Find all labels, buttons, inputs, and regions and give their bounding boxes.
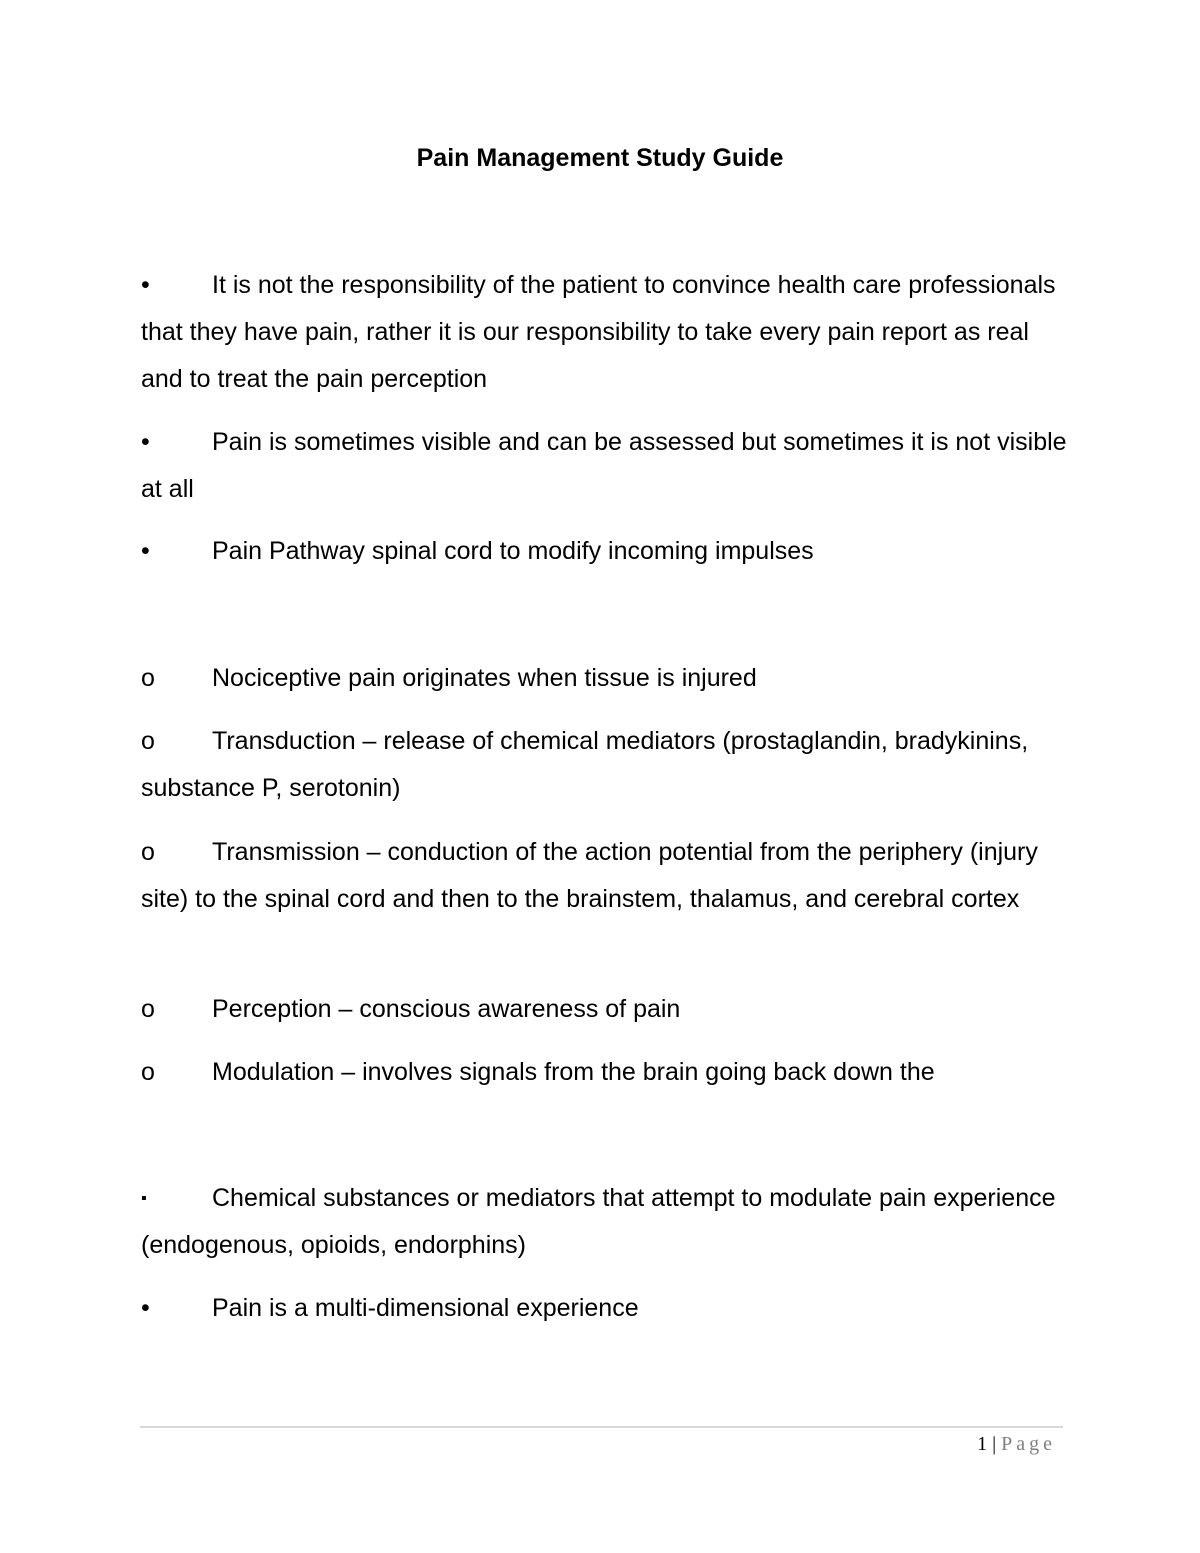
sub-bullet-marker: o <box>141 838 155 866</box>
page-word: Page <box>1001 1433 1056 1455</box>
list-item-text: It is not the responsibility of the patient to convince health care professionals that they have pain, rather it is our responsibility to take every pain report as real and to treat the pain perception <box>141 271 1056 393</box>
bullet-marker: • <box>141 1294 150 1322</box>
list-item <box>141 419 1071 513</box>
sub-bullet-marker: o <box>141 1058 155 1086</box>
footer-divider <box>140 1426 1063 1428</box>
list-item-text: Chemical substances or mediators that attempt to modulate pain experience (endogenous, opioids, endorphins) <box>141 1184 1056 1259</box>
list-item-text: Transmission – conduction of the action potential from the periphery (injury site) to the spinal cord and then to the brainstem, thalamus, and cerebral cortex <box>141 838 1038 913</box>
square-bullet-marker: ▪ <box>141 1190 147 1207</box>
list-item-text: Pain is a multi-dimensional experience <box>212 1294 639 1322</box>
list-item <box>141 986 1071 1033</box>
sub-bullet-marker: o <box>141 727 155 755</box>
bullet-marker: • <box>141 537 150 565</box>
list-item-text: Nociceptive pain originates when tissue is injured <box>212 664 757 692</box>
sub-bullet-marker: o <box>141 664 155 692</box>
page-footer <box>140 1430 1056 1458</box>
sub-bullet-marker: o <box>141 995 155 1023</box>
list-item <box>141 1175 1071 1269</box>
list-item <box>141 829 1071 923</box>
bullet-marker: • <box>141 428 150 456</box>
bullet-marker: • <box>141 271 150 299</box>
footer-separator: | <box>992 1433 997 1455</box>
list-item-text: Pain Pathway spinal cord to modify incoming impulses <box>212 537 814 565</box>
list-item <box>141 718 1071 812</box>
list-item-text: Modulation – involves signals from the brain going back down the <box>212 1058 935 1086</box>
list-item-text: Perception – conscious awareness of pain <box>212 995 681 1023</box>
list-item-text: Pain is sometimes visible and can be assessed but sometimes it is not visible at all <box>141 428 1067 503</box>
list-item <box>141 262 1071 403</box>
list-item-text: Transduction – release of chemical mediators (prostaglandin, bradykinins, substance P, serotonin) <box>141 727 1029 802</box>
list-item <box>141 655 1071 702</box>
page-number: 1 <box>977 1433 988 1455</box>
list-item <box>141 1049 1071 1096</box>
list-item <box>141 528 1071 575</box>
list-item <box>141 1285 1071 1332</box>
document-title: Pain Management Study Guide <box>416 144 784 172</box>
